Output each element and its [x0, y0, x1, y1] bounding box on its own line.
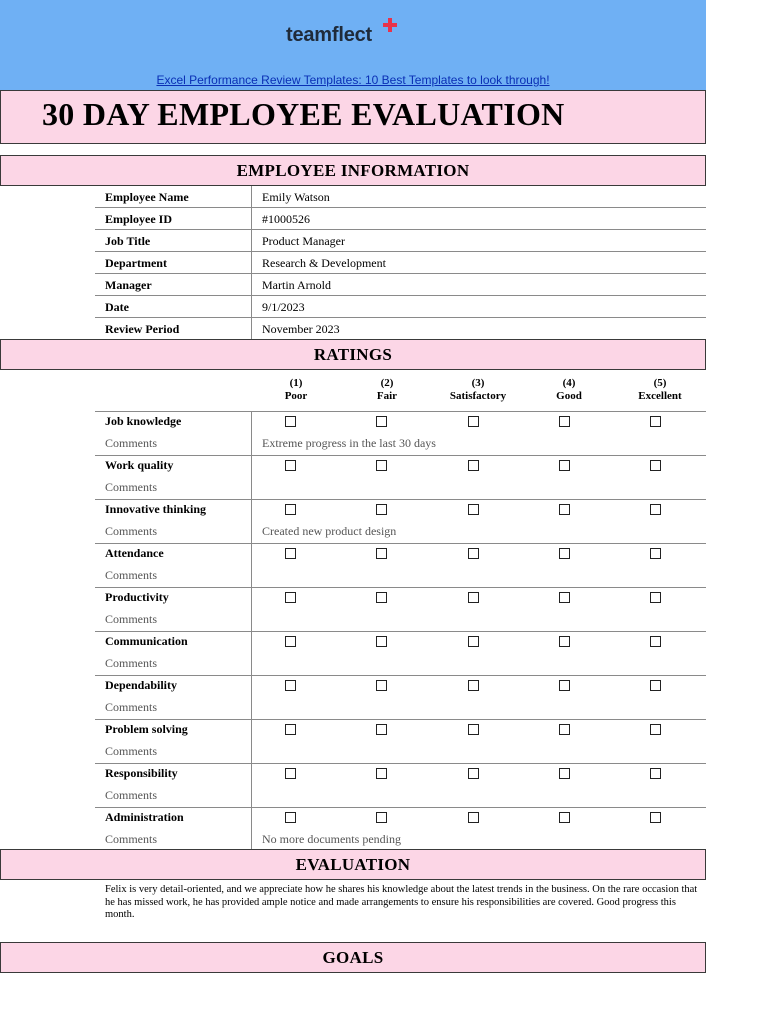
criterion-label-administration: Administration	[105, 810, 184, 824]
rating-checkbox-responsibility-4[interactable]	[559, 768, 570, 779]
evaluation-text: Felix is very detail-oriented, and we appreciate how he shares his knowledge about the latest trends in the business. On the rare occasion that he has missed work, he has provided ample notice and made arrangements to ensure his responsibilities are covered. Good progress this month.	[105, 884, 698, 920]
rating-checkbox-communication-5[interactable]	[650, 636, 661, 647]
rating-scale-poor	[256, 377, 336, 403]
info-column-divider	[251, 186, 252, 339]
rating-checkbox-productivity-5[interactable]	[650, 592, 661, 603]
comments-label: Comments	[105, 524, 158, 538]
rating-scale-satisfactory	[438, 377, 518, 403]
rating-checkbox-administration-5[interactable]	[650, 812, 661, 823]
info-value: November 2023	[262, 322, 340, 336]
rating-scale-number: (1)	[289, 377, 303, 389]
criterion-label-dependability: Dependability	[105, 678, 178, 692]
employee-info-heading: EMPLOYEE INFORMATION	[0, 155, 706, 186]
rating-checkbox-attendance-1[interactable]	[285, 548, 296, 559]
rating-scale-excellent	[620, 377, 700, 403]
rating-scale-label: Fair	[376, 390, 398, 402]
rating-scale-label: Poor	[284, 390, 308, 402]
info-row	[95, 274, 706, 296]
rating-checkbox-administration-3[interactable]	[468, 812, 479, 823]
info-label: Date	[105, 300, 129, 314]
goals-heading: GOALS	[0, 942, 706, 973]
rating-checkbox-responsibility-5[interactable]	[650, 768, 661, 779]
rating-checkbox-productivity-2[interactable]	[376, 592, 387, 603]
rating-row-divider	[95, 499, 706, 500]
templates-link[interactable]: Excel Performance Review Templates: 10 Best Templates to look through!	[156, 73, 550, 87]
info-row	[95, 208, 706, 230]
rating-scale-number: (4)	[562, 377, 576, 389]
rating-row-divider	[95, 763, 706, 764]
criterion-label-problem-solving: Problem solving	[105, 722, 188, 736]
criterion-label-productivity: Productivity	[105, 590, 169, 604]
rating-scale-label: Satisfactory	[449, 390, 507, 402]
rating-row-divider	[95, 719, 706, 720]
rating-checkbox-responsibility-1[interactable]	[285, 768, 296, 779]
rating-scale-good	[529, 377, 609, 403]
rating-checkbox-innovative-thinking-1[interactable]	[285, 504, 296, 515]
comment-text: Created new product design	[262, 524, 397, 538]
comments-label: Comments	[105, 568, 158, 582]
rating-checkbox-work-quality-1[interactable]	[285, 460, 296, 471]
rating-checkbox-communication-3[interactable]	[468, 636, 479, 647]
info-value: Emily Watson	[262, 190, 330, 204]
info-row	[95, 230, 706, 252]
info-value: #1000526	[262, 212, 310, 226]
rating-scale-label: Good	[556, 390, 582, 402]
rating-checkbox-productivity-3[interactable]	[468, 592, 479, 603]
rating-row-divider	[95, 543, 706, 544]
rating-checkbox-responsibility-2[interactable]	[376, 768, 387, 779]
rating-checkbox-attendance-5[interactable]	[650, 548, 661, 559]
info-value: Research & Development	[262, 256, 386, 270]
info-label: Review Period	[105, 322, 180, 336]
rating-checkbox-problem-solving-2[interactable]	[376, 724, 387, 735]
rating-checkbox-administration-1[interactable]	[285, 812, 296, 823]
criterion-label-attendance: Attendance	[105, 546, 164, 560]
comments-label: Comments	[105, 700, 158, 714]
rating-scale-number: (5)	[653, 377, 667, 389]
criterion-label-communication: Communication	[105, 634, 188, 648]
comments-label: Comments	[105, 436, 158, 450]
rating-checkbox-problem-solving-5[interactable]	[650, 724, 661, 735]
criterion-label-responsibility: Responsibility	[105, 766, 178, 780]
criterion-label-job-knowledge: Job knowledge	[105, 414, 182, 428]
rating-checkbox-job-knowledge-1[interactable]	[285, 416, 296, 427]
rating-checkbox-dependability-3[interactable]	[468, 680, 479, 691]
rating-checkbox-productivity-1[interactable]	[285, 592, 296, 603]
info-value: Martin Arnold	[262, 278, 331, 292]
rating-checkbox-problem-solving-4[interactable]	[559, 724, 570, 735]
comment-text: No more documents pending	[262, 832, 401, 846]
rating-row-divider	[95, 411, 706, 412]
rating-checkbox-work-quality-4[interactable]	[559, 460, 570, 471]
rating-checkbox-administration-2[interactable]	[376, 812, 387, 823]
rating-checkbox-administration-4[interactable]	[559, 812, 570, 823]
rating-checkbox-dependability-5[interactable]	[650, 680, 661, 691]
comment-text: Extreme progress in the last 30 days	[262, 436, 436, 450]
rating-checkbox-problem-solving-1[interactable]	[285, 724, 296, 735]
rating-checkbox-attendance-4[interactable]	[559, 548, 570, 559]
info-value: 9/1/2023	[262, 300, 305, 314]
rating-checkbox-work-quality-3[interactable]	[468, 460, 479, 471]
criterion-label-innovative-thinking: Innovative thinking	[105, 502, 207, 516]
comments-label: Comments	[105, 744, 158, 758]
rating-row-divider	[95, 587, 706, 588]
comments-label: Comments	[105, 832, 158, 846]
rating-checkbox-attendance-3[interactable]	[468, 548, 479, 559]
info-label: Department	[105, 256, 167, 270]
rating-checkbox-problem-solving-3[interactable]	[468, 724, 479, 735]
rating-checkbox-dependability-2[interactable]	[376, 680, 387, 691]
rating-checkbox-job-knowledge-5[interactable]	[650, 416, 661, 427]
criterion-label-work-quality: Work quality	[105, 458, 174, 472]
teamflect-logo: teamflect	[286, 24, 373, 46]
rating-checkbox-dependability-4[interactable]	[559, 680, 570, 691]
comments-label: Comments	[105, 788, 158, 802]
rating-checkbox-dependability-1[interactable]	[285, 680, 296, 691]
info-row	[95, 252, 706, 274]
rating-row-divider	[95, 807, 706, 808]
rating-checkbox-work-quality-5[interactable]	[650, 460, 661, 471]
info-label: Employee ID	[105, 212, 172, 226]
rating-checkbox-communication-1[interactable]	[285, 636, 296, 647]
rating-row-divider	[95, 631, 706, 632]
info-label: Manager	[105, 278, 152, 292]
info-label: Employee Name	[105, 190, 189, 204]
page-title: 30 DAY EMPLOYEE EVALUATION	[42, 96, 565, 132]
rating-scale-label: Excellent	[638, 390, 682, 402]
info-value: Product Manager	[262, 234, 345, 248]
rating-checkbox-attendance-2[interactable]	[376, 548, 387, 559]
rating-checkbox-job-knowledge-4[interactable]	[559, 416, 570, 427]
rating-checkbox-job-knowledge-2[interactable]	[376, 416, 387, 427]
rating-checkbox-communication-4[interactable]	[559, 636, 570, 647]
info-label: Job Title	[105, 234, 151, 248]
rating-row-divider	[95, 455, 706, 456]
info-row	[95, 186, 706, 208]
rating-checkbox-communication-2[interactable]	[376, 636, 387, 647]
ratings-heading: RATINGS	[0, 339, 706, 370]
rating-checkbox-responsibility-3[interactable]	[468, 768, 479, 779]
logo-plus-icon	[383, 18, 399, 34]
rating-scale-number: (2)	[380, 377, 394, 389]
rating-checkbox-innovative-thinking-5[interactable]	[650, 504, 661, 515]
rating-checkbox-work-quality-2[interactable]	[376, 460, 387, 471]
info-row	[95, 318, 706, 340]
comments-label: Comments	[105, 480, 158, 494]
rating-row-divider	[95, 675, 706, 676]
rating-checkbox-innovative-thinking-4[interactable]	[559, 504, 570, 515]
rating-checkbox-job-knowledge-3[interactable]	[468, 416, 479, 427]
evaluation-heading: EVALUATION	[0, 849, 706, 880]
rating-checkbox-innovative-thinking-3[interactable]	[468, 504, 479, 515]
rating-checkbox-productivity-4[interactable]	[559, 592, 570, 603]
rating-scale-number: (3)	[471, 377, 485, 389]
info-row	[95, 296, 706, 318]
comments-label: Comments	[105, 656, 158, 670]
comments-label: Comments	[105, 612, 158, 626]
rating-checkbox-innovative-thinking-2[interactable]	[376, 504, 387, 515]
rating-scale-fair	[347, 377, 427, 403]
ratings-column-divider	[251, 411, 252, 849]
